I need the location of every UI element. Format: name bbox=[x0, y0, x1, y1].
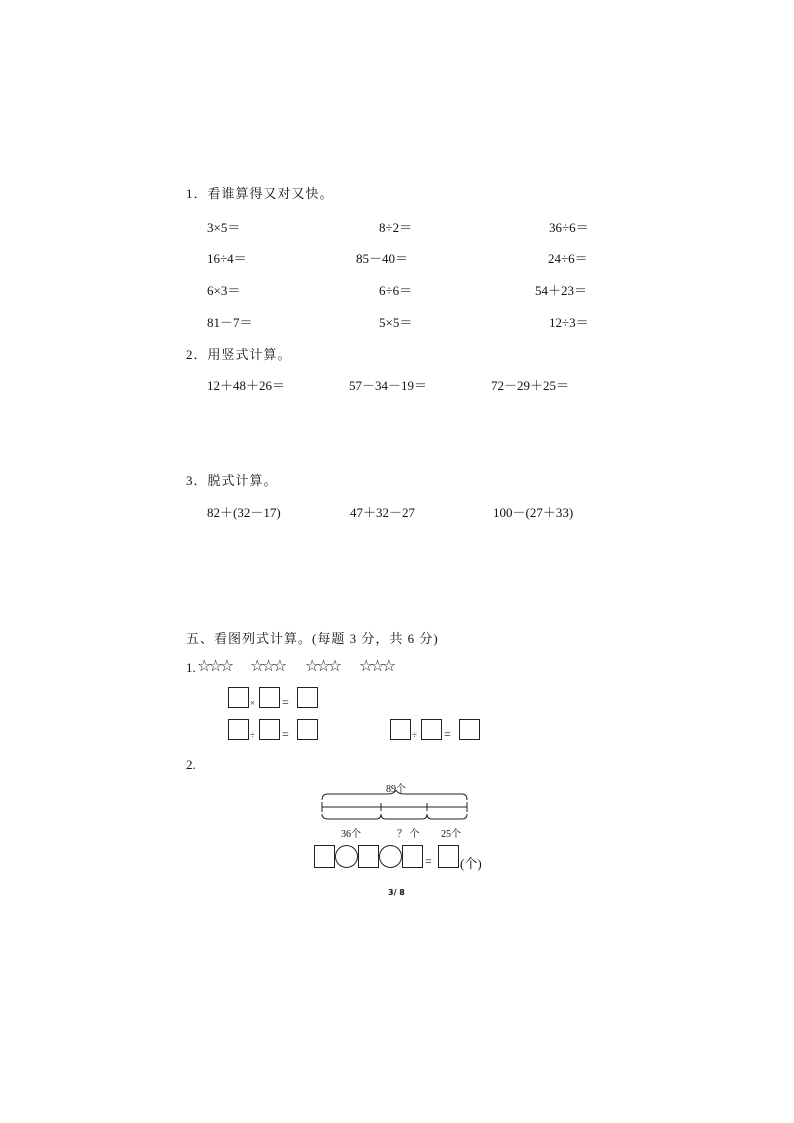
answer-box[interactable] bbox=[459, 719, 480, 740]
answer-box[interactable] bbox=[390, 719, 411, 740]
answer-box[interactable] bbox=[314, 845, 335, 868]
q3-expr-2: 47＋32－27 bbox=[350, 505, 416, 520]
equals-sign: = bbox=[425, 854, 432, 868]
segment-diagram bbox=[316, 790, 472, 826]
star-group-1: ☆☆☆ bbox=[197, 656, 232, 675]
answer-box[interactable] bbox=[259, 687, 280, 708]
q1-heading: 1．看谁算得又对又快。 bbox=[186, 186, 334, 201]
equals-sign: = bbox=[282, 695, 289, 709]
part5-q2-label: 2. bbox=[186, 757, 196, 772]
q1-expr-r1c3: 36÷6＝ bbox=[549, 220, 589, 235]
q1-expr-r2c2: 85－40＝ bbox=[356, 251, 409, 266]
q3-expr-3: 100－(27＋33) bbox=[493, 505, 574, 520]
answer-box[interactable] bbox=[358, 845, 379, 868]
part5-q1-label: 1. bbox=[186, 660, 196, 675]
operator-circle[interactable] bbox=[379, 845, 402, 868]
answer-box[interactable] bbox=[421, 719, 442, 740]
answer-box[interactable] bbox=[297, 719, 318, 740]
q1-expr-r3c2: 6÷6＝ bbox=[379, 283, 413, 298]
unit-label: (个) bbox=[460, 856, 482, 871]
q2-expr-2: 57－34－19＝ bbox=[349, 378, 428, 393]
q3-expr-1: 82＋(32－17) bbox=[207, 505, 281, 520]
equals-sign: = bbox=[444, 727, 451, 741]
part-c-label: 25个 bbox=[441, 829, 461, 840]
q1-expr-r4c1: 81－7＝ bbox=[207, 315, 253, 330]
part5-heading: 五、看图列式计算。(每题 3 分，共 6 分) bbox=[186, 631, 439, 646]
q2-heading: 2．用竖式计算。 bbox=[186, 347, 292, 362]
answer-box[interactable] bbox=[438, 845, 459, 868]
star-group-3: ☆☆☆ bbox=[305, 656, 340, 675]
equals-sign: = bbox=[282, 727, 289, 741]
answer-box[interactable] bbox=[297, 687, 318, 708]
divide-sign: ÷ bbox=[250, 730, 255, 740]
q1-expr-r3c1: 6×3＝ bbox=[207, 283, 241, 298]
divide-sign: ÷ bbox=[412, 730, 417, 740]
part-b-label: ？ 个 bbox=[397, 829, 420, 840]
part-a-label: 36个 bbox=[341, 829, 361, 840]
q2-expr-1: 12＋48＋26＝ bbox=[207, 378, 286, 393]
total-label: 89个 bbox=[386, 784, 406, 795]
times-sign: × bbox=[250, 698, 256, 708]
star-group-2: ☆☆☆ bbox=[250, 656, 285, 675]
q1-expr-r1c2: 8÷2＝ bbox=[379, 220, 413, 235]
star-group-4: ☆☆☆ bbox=[359, 656, 394, 675]
answer-box[interactable] bbox=[259, 719, 280, 740]
q2-expr-3: 72－29＋25＝ bbox=[491, 378, 570, 393]
answer-box[interactable] bbox=[402, 845, 423, 868]
q1-expr-r4c2: 5×5＝ bbox=[379, 315, 413, 330]
q1-expr-r2c3: 24÷6＝ bbox=[548, 251, 588, 266]
q3-heading: 3．脱式计算。 bbox=[186, 473, 278, 488]
q1-expr-r2c1: 16÷4＝ bbox=[207, 251, 247, 266]
answer-box[interactable] bbox=[228, 719, 249, 740]
page-number: 3/ 8 bbox=[388, 888, 405, 897]
q1-expr-r4c3: 12÷3＝ bbox=[549, 315, 589, 330]
operator-circle[interactable] bbox=[335, 845, 358, 868]
q1-expr-r3c3: 54＋23＝ bbox=[535, 283, 588, 298]
q1-expr-r1c1: 3×5＝ bbox=[207, 220, 241, 235]
answer-box[interactable] bbox=[228, 687, 249, 708]
